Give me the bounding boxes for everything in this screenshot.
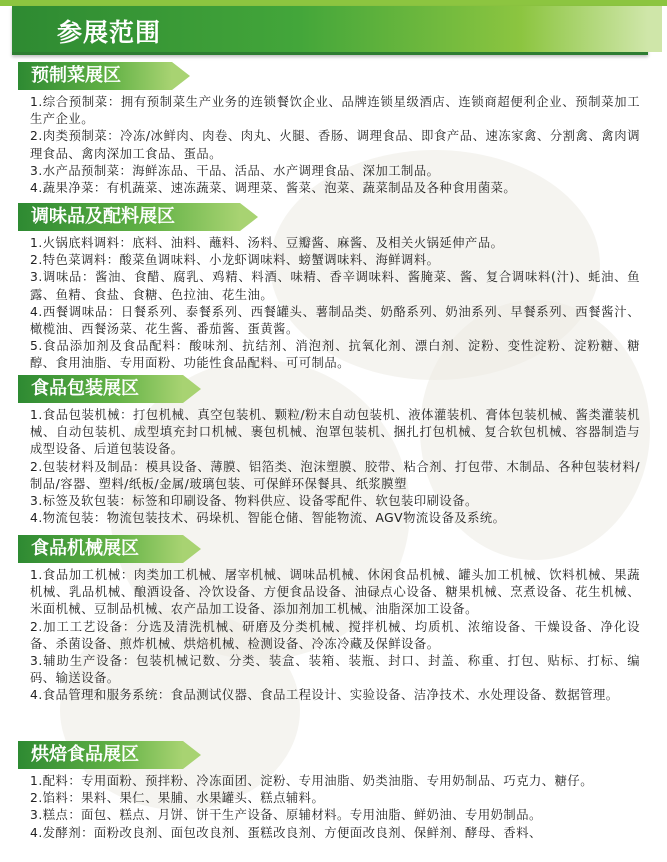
page-title: 参展范围 bbox=[57, 18, 162, 47]
section-heading: 烘焙食品展区 bbox=[18, 741, 183, 769]
list-item: 3.辅助生产设备：包装机械记数、分类、装盒、装箱、装瓶、封口、封盖、称重、打包、贴标、打标、编码、输送设备。 bbox=[30, 654, 640, 686]
section-food-machinery bbox=[0, 535, 667, 735]
list-item: 1.配料：专用面粉、预拌粉、冷冻面团、淀粉、专用油脂、奶类油脂、专用奶制品、巧克力、糖仔。 bbox=[30, 774, 594, 788]
list-item: 4.物流包装：物流包装技术、码垛机、智能仓储、智能物流、AGV物流设备及系统。 bbox=[30, 511, 506, 526]
list-item: 1.食品加工机械：肉类加工机械、屠宰机械、调味品机械、休闲食品机械、罐头加工机械、饮料机械、果蔬机械、乳品机械、酿酒设备、冷饮设备、方便食品设备、油碌点心设备、糖果机械、烹煮设备、花生机械、米面机械、豆制品机械、农产品加工设备、添加剂加工机械、油脂深加工设备。 bbox=[30, 568, 640, 617]
list-item: 2.馅料：果料、果仁、果脯、水果罐头、糕点辅料。 bbox=[30, 791, 325, 806]
section-body bbox=[30, 567, 640, 705]
list-item: 2.特色菜调料：酸菜鱼调味料、小龙虾调味料、螃蟹调味料、海鲜调料。 bbox=[30, 253, 440, 268]
list-item: 1.综合预制菜：拥有预制菜生产业务的连锁餐饮企业、品牌连锁星级酒店、连锁商超便利企业、预制菜加工生产企业。 bbox=[30, 95, 640, 127]
page-title-banner bbox=[12, 6, 648, 55]
section-body bbox=[30, 235, 640, 373]
section-heading: 食品机械展区 bbox=[18, 535, 183, 563]
list-item: 4.发酵剂：面粉改良剂、面包改良剂、蛋糕改良剂、方便面改良剂、保鲜剂、酵母、香料、 bbox=[30, 825, 542, 840]
list-item: 2.加工工艺设备：分选及清洗机械、研磨及分类机械、搅拌机械、均质机、浓缩设备、干燥设备、净化设备、杀菌设备、煎炸机械、烘焙机械、检测设备、冷冻冷藏及保鲜设备。 bbox=[30, 619, 640, 651]
section-body bbox=[30, 94, 640, 197]
section-prepared-dishes bbox=[0, 62, 667, 202]
list-item: 3.糕点：面包、糕点、月饼、饼干生产设备、原辅材料。专用油脂、鲜奶油、专用奶制品。 bbox=[30, 808, 542, 823]
list-item: 4.食品管理和服务系统：食品测试仪器、食品工程设计、实验设备、洁净技术、水处理设备、数据管理。 bbox=[30, 688, 619, 703]
list-item: 3.标签及软包装：标签和印刷设备、物料供应、设备零配件、软包装印刷设备。 bbox=[30, 494, 478, 509]
title-banner-edge bbox=[648, 6, 662, 52]
list-item: 1.食品包装机械：打包机械、真空包装机、颗粒/粉末自动包装机、液体灌装机、膏体包装机械、酱类灌装机械、自动包装机、成型填充封口机械、裹包机械、泡罩包装机、捆扎打包机械、复合软包机械、容器制造与成型设备、后道包装设备。 bbox=[30, 408, 640, 457]
list-item: 3.调味品：酱油、食醋、腐乳、鸡精、料酒、味精、香辛调味料、酱腌菜、酱、复合调味料(汁)、蚝油、鱼露、鱼精、食盐、食糖、色拉油、花生油。 bbox=[30, 270, 640, 302]
list-item: 2.肉类预制菜：冷冻/冰鲜肉、肉卷、肉丸、火腿、香肠、调理食品、即食产品、速冻家禽、分割禽、禽肉调理食品、禽肉深加工食品、蛋品。 bbox=[30, 129, 640, 161]
list-item: 3.水产品预制菜：海鲜冻品、干品、活品、水产调理食品、深加工制品。 bbox=[30, 163, 440, 178]
list-item: 5.食品添加剂及食品配料：酸味剂、抗结剂、消泡剂、抗氧化剂、漂白剂、淀粉、变性淀粉、淀粉糖、糖醇、食用油脂、专用面粉、功能性食品配料、可可制品。 bbox=[30, 339, 640, 371]
list-item: 4.蔬果净菜：有机蔬菜、速冻蔬菜、调理菜、酱菜、泡菜、蔬菜制品及各种食用菌菜。 bbox=[30, 181, 517, 196]
list-item: 2.包装材料及制品：模具设备、薄膜、铝箔类、泡沫塑膜、胶带、粘合剂、打包带、木制品、各种包装材料/制品/容器、塑料/纸板/金属/玻璃包装、可保鲜环保餐具、纸浆膜塑 bbox=[30, 459, 640, 491]
section-condiments bbox=[0, 203, 667, 373]
section-body bbox=[30, 407, 640, 527]
section-bakery bbox=[0, 741, 667, 862]
list-item: 4.西餐调味品：日餐系列、泰餐系列、西餐罐头、薯制品类、奶酪系列、奶油系列、早餐系列、西餐酱汁、橄榄油、西餐汤菜、花生酱、番茄酱、蛋黄酱。 bbox=[30, 304, 640, 337]
section-heading: 食品包装展区 bbox=[18, 375, 183, 403]
section-heading: 预制菜展区 bbox=[18, 62, 172, 90]
section-food-packaging bbox=[0, 375, 667, 535]
section-body bbox=[30, 773, 640, 842]
list-item: 1.火锅底料调料：底料、油料、蘸料、汤料、豆瓣酱、麻酱、及相关火锅延伸产品。 bbox=[30, 236, 504, 250]
section-heading: 调味品及配料展区 bbox=[18, 203, 240, 231]
